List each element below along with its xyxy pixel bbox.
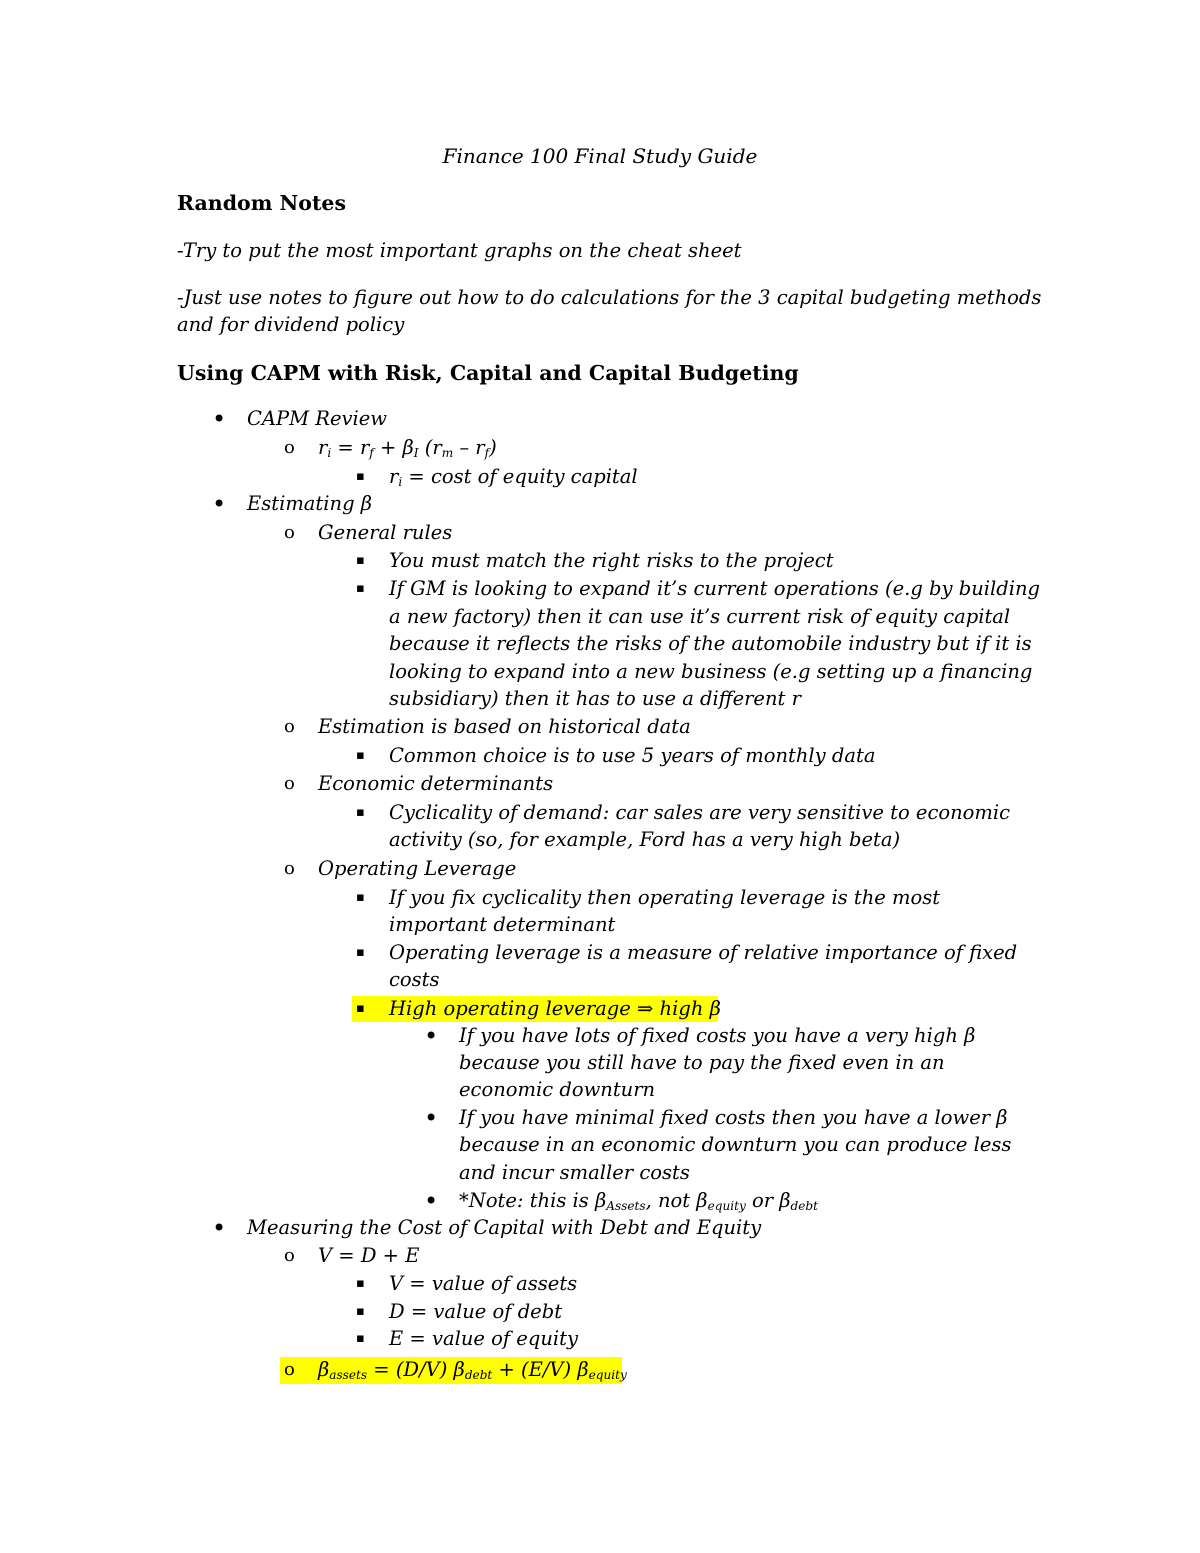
circle-marker: o	[284, 1359, 295, 1380]
fix-cyclicality-line-2: important determinant	[389, 913, 616, 936]
capm-section-heading: Using CAPM with Risk, Capital and Capital Budgeting	[177, 361, 799, 385]
gm-example-line-3: because it reflects the risks of the automobile industry but if it is	[389, 632, 1032, 655]
square-marker: ▪	[356, 805, 365, 820]
minimal-fixed-line-3: and incur smaller costs	[459, 1161, 690, 1184]
bullet-marker: •	[424, 1022, 439, 1050]
circle-marker: o	[284, 1245, 295, 1266]
document-title: Finance 100 Final Study Guide	[442, 144, 758, 168]
fix-cyclicality-line-1: If you fix cyclicality then operating leverage is the most	[389, 886, 941, 909]
square-marker: ▪	[356, 748, 365, 763]
gm-example-line-5: subsidiary) then it has to use a different r	[389, 687, 801, 710]
random-notes-heading: Random Notes	[177, 191, 346, 215]
common-choice-item: Common choice is to use 5 years of monthly data	[389, 744, 876, 767]
gm-example-line-4: looking to expand into a new business (e.g setting up a financing	[389, 660, 1033, 683]
d-definition-item: D = value of debt	[389, 1300, 563, 1323]
square-marker: ▪	[356, 1276, 365, 1291]
square-marker: ▪	[356, 1331, 365, 1346]
op-measure-line-1: Operating leverage is a measure of relative importance of fixed	[389, 941, 1018, 964]
random-note-1: -Try to put the most important graphs on the cheat sheet	[177, 239, 742, 262]
gm-example-line-1: If GM is looking to expand it’s current operations (e.g by building	[389, 577, 1040, 600]
lots-fixed-line-3: economic downturn	[459, 1078, 656, 1101]
gm-example-line-2: a new factory) then it can use it’s current risk of equity capital	[389, 605, 1011, 628]
estimation-historical-item: Estimation is based on historical data	[318, 715, 691, 738]
operating-leverage-item: Operating Leverage	[318, 857, 517, 880]
square-marker: ▪	[356, 945, 365, 960]
ri-definition: $r_i = \cos t$ of equity capital	[389, 465, 638, 490]
cyclicality-line-1: Cyclicality of demand: car sales are very sensitive to economic	[389, 801, 1011, 824]
beta-assets-formula: $\beta_{assets} = (D/V) \beta_{debt} + (E/V)$ $\beta_{equity}$	[318, 1358, 627, 1383]
square-marker: ▪	[356, 581, 365, 596]
high-op-leverage-item: High operating leverage ⇒ high β	[389, 997, 721, 1020]
minimal-fixed-line-2: because in an economic downturn you can produce less	[459, 1133, 1012, 1156]
bullet-marker: •	[424, 1187, 439, 1215]
circle-marker: o	[284, 858, 295, 879]
v-definition-item: V = value of assets	[389, 1272, 578, 1295]
circle-marker: o	[284, 773, 295, 794]
circle-marker: o	[284, 522, 295, 543]
measuring-cost-item: Measuring the Cost of Capital with Debt and Equity	[247, 1216, 762, 1239]
bullet-marker: •	[212, 1214, 227, 1242]
square-marker: ▪	[356, 890, 365, 905]
capm-formula: $r_i = r_f + \beta_I$ $(r_m - r_f)$	[318, 436, 497, 461]
op-measure-line-2: costs	[389, 968, 440, 991]
square-marker: ▪	[356, 1001, 365, 1016]
match-risks-item: You must match the right risks to the project	[389, 549, 834, 572]
cyclicality-line-2: activity (so, for example, Ford has a very high beta)	[389, 828, 901, 851]
estimating-beta-item: Estimating β	[247, 492, 373, 515]
circle-marker: o	[284, 716, 295, 737]
square-marker: ▪	[356, 1304, 365, 1319]
lots-fixed-line-2: because you still have to pay the fixed even in an	[459, 1051, 945, 1074]
minimal-fixed-line-1: If you have minimal fixed costs then you have a lower β	[459, 1106, 1008, 1129]
circle-marker: o	[284, 437, 295, 458]
e-definition-item: E = value of equity	[389, 1327, 578, 1350]
economic-determinants-item: Economic determinants	[318, 772, 554, 795]
random-note-2-line-2: and for dividend policy	[177, 313, 405, 336]
beta-note-item: *Note: this is $\beta_{Assets}$, not $\beta_{equity}$ or $\beta_{debt}$	[459, 1189, 818, 1214]
bullet-marker: •	[212, 490, 227, 518]
bullet-marker: •	[212, 405, 227, 433]
v-equation-item: V = D + E	[318, 1244, 420, 1267]
square-marker: ▪	[356, 469, 365, 484]
general-rules-item: General rules	[318, 521, 453, 544]
square-marker: ▪	[356, 553, 365, 568]
lots-fixed-line-1: If you have lots of fixed costs you have a very high β	[459, 1024, 976, 1047]
capm-review-item: CAPM Review	[247, 407, 387, 430]
random-note-2-line-1: -Just use notes to figure out how to do calculations for the 3 capital budgeting methods	[177, 286, 1042, 309]
bullet-marker: •	[424, 1104, 439, 1132]
